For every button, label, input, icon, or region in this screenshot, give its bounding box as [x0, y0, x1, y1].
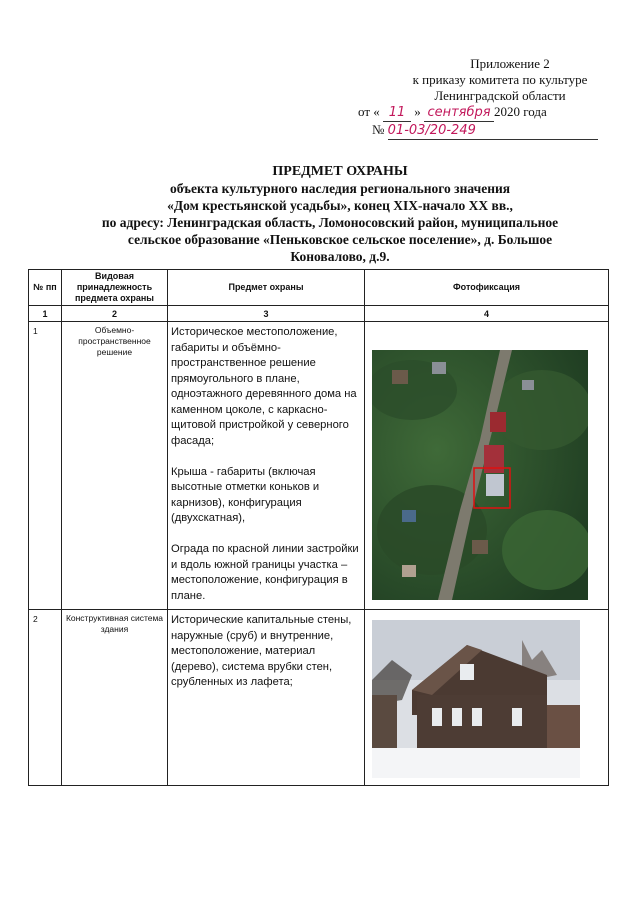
row-description: Историческое местоположение, габариты и объёмно-пространственное решение прямоугольного в плане, одноэтажного деревянного дома на каменном цоколе, с каркасно-щитовой пристройкой у северного фасада; Крыша - габариты (включая высотные отметки коньков и карнизов), конфигурация (двухскатная), Ограда по красной линии застройки и вдоль южной границы участка – местоположение, конфигурация в плане.: [168, 322, 365, 610]
date-prefix: от «: [358, 104, 380, 119]
date-year: 2020 года: [494, 104, 547, 119]
date-month: сентября: [424, 105, 494, 122]
aerial-photo: [372, 350, 588, 600]
title-line-6: Коновалово, д.9.: [290, 249, 390, 264]
column-number-row: [29, 306, 609, 322]
row-number: 2: [29, 610, 62, 786]
table-row: [29, 610, 609, 786]
table-row: [29, 322, 609, 610]
number-prefix: №: [372, 122, 385, 137]
title-line-4: по адресу: Ленинградская область, Ломоносовский район, муниципальное: [101, 215, 559, 230]
header-num: № пп: [29, 270, 62, 306]
date-mid: »: [414, 104, 421, 119]
appendix-line-2: к приказу комитета по культуре: [412, 72, 588, 87]
title-line-5: сельское образование «Пеньковское сельское поселение», д. Большое: [127, 232, 553, 247]
appendix-line-3: Ленинградской области: [434, 88, 566, 103]
title-line-2: объекта культурного наследия регионального значения: [169, 181, 511, 196]
number-value: 01-03/20-249: [388, 123, 598, 140]
title-line-3: «Дом крестьянской усадьбы», конец XIX-начало XX вв.,: [167, 198, 513, 213]
colnum-3: 3: [168, 306, 365, 322]
house-photo: [372, 620, 580, 778]
header-subject: Предмет охраны: [168, 270, 365, 306]
photo-cell: [365, 610, 609, 786]
date-day: 11: [383, 105, 411, 122]
header-type: Видовая принадлежность предмета охраны: [62, 270, 168, 306]
appendix-line-1: Приложение 2: [470, 56, 550, 71]
row-description: Исторические капитальные стены, наружные (сруб) и внутренние, местоположение, материал (дерево), система врубки стен, срубленных из лафета;: [168, 610, 365, 786]
row-number: 1: [29, 322, 62, 610]
title-main: ПРЕДМЕТ ОХРАНЫ: [272, 164, 408, 179]
colnum-4: 4: [365, 306, 609, 322]
header-photo: Фотофиксация: [365, 270, 609, 306]
row-type: Конструктивная система здания: [62, 610, 168, 786]
appendix-number-line: [372, 122, 598, 140]
colnum-2: 2: [62, 306, 168, 322]
colnum-1: 1: [29, 306, 62, 322]
photo-cell: [365, 322, 609, 610]
row-type: Объемно-пространственное решение: [62, 322, 168, 610]
protection-table: [28, 269, 609, 786]
appendix-date-line: [358, 104, 547, 122]
table-header-row: [29, 270, 609, 306]
